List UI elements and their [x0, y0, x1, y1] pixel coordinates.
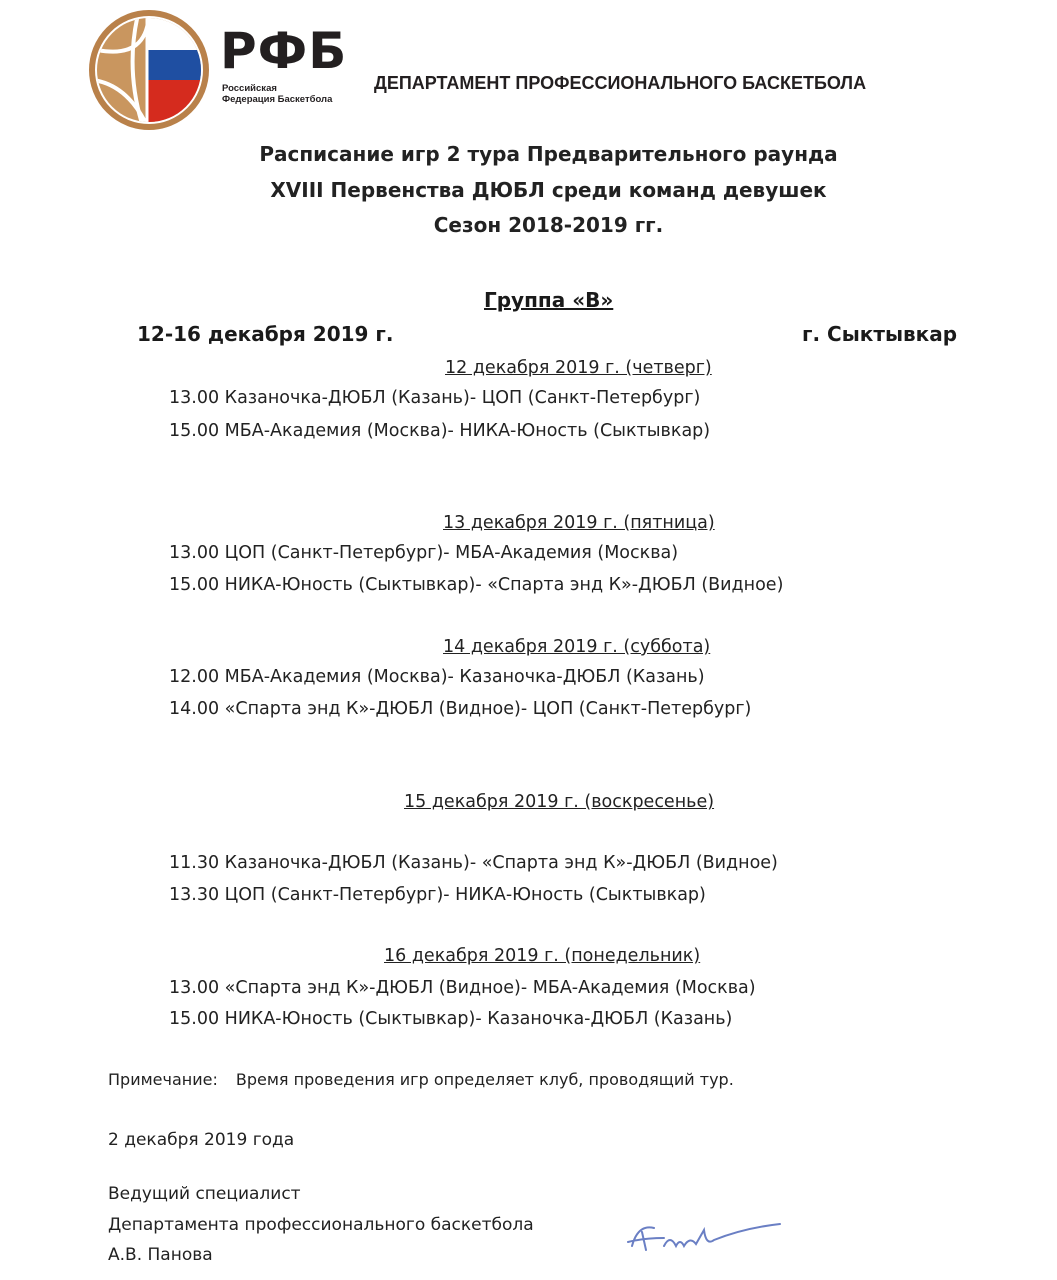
- city-name: г. Сыктывкар: [802, 322, 958, 346]
- doc-title-line3: Сезон 2018-2019 гг.: [433, 213, 664, 237]
- rfb-logo: [89, 10, 209, 130]
- day-heading: 16 декабря 2019 г. (понедельник): [384, 946, 701, 966]
- day-heading: 13 декабря 2019 г. (пятница): [443, 513, 715, 533]
- signatory-name: А.В. Панова: [108, 1245, 213, 1265]
- day-heading: 15 декабря 2019 г. (воскресенье): [404, 792, 715, 812]
- signatory-position: Ведущий специалист: [108, 1184, 301, 1204]
- game-row: 15.00 НИКА-Юность (Сыктывкар)- Казаночка-ДЮБЛ (Казань): [169, 1009, 733, 1029]
- game-row: 11.30 Казаночка-ДЮБЛ (Казань)- «Спарта энд К»-ДЮБЛ (Видное): [169, 853, 778, 873]
- department-title: ДЕПАРТАМЕНТ ПРОФЕССИОНАЛЬНОГО БАСКЕТБОЛА: [374, 73, 867, 93]
- brand-logotype: РФБ: [220, 22, 348, 80]
- document-date: 2 декабря 2019 года: [108, 1130, 295, 1150]
- note-label: Примечание:: [108, 1070, 218, 1089]
- group-heading: Группа «В»: [484, 288, 614, 312]
- brand-subtitle-line1: Российская: [222, 83, 277, 94]
- brand-subtitle: [222, 83, 332, 105]
- game-row: 13.00 ЦОП (Санкт-Петербург)- МБА-Академия (Москва): [169, 543, 679, 563]
- game-row: 13.30 ЦОП (Санкт-Петербург)- НИКА-Юность (Сыктывкар): [169, 885, 706, 905]
- handwritten-signature: [624, 1216, 784, 1260]
- brand-subtitle-line2: Федерация Баскетбола: [222, 94, 333, 105]
- note-text: Время проведения игр определяет клуб, проводящий тур.: [235, 1070, 734, 1089]
- game-row: 12.00 МБА-Академия (Москва)- Казаночка-ДЮБЛ (Казань): [169, 667, 705, 687]
- game-row: 13.00 «Спарта энд К»-ДЮБЛ (Видное)- МБА-Академия (Москва): [169, 978, 756, 998]
- signatory-department: Департамента профессионального баскетбола: [108, 1215, 534, 1235]
- doc-title-line2: XVIII Первенства ДЮБЛ среди команд девушек: [270, 178, 827, 202]
- period-dates: 12-16 декабря 2019 г.: [137, 322, 394, 346]
- game-row: 15.00 МБА-Академия (Москва)- НИКА-Юность (Сыктывкар): [169, 421, 711, 441]
- game-row: 14.00 «Спарта энд К»-ДЮБЛ (Видное)- ЦОП (Санкт-Петербург): [169, 699, 752, 719]
- game-row: 13.00 Казаночка-ДЮБЛ (Казань)- ЦОП (Санкт-Петербург): [169, 388, 701, 408]
- day-heading: 12 декабря 2019 г. (четверг): [445, 358, 712, 378]
- note: [108, 1070, 734, 1089]
- game-row: 15.00 НИКА-Юность (Сыктывкар)- «Спарта энд К»-ДЮБЛ (Видное): [169, 575, 784, 595]
- doc-title-line1: Расписание игр 2 тура Предварительного раунда: [259, 142, 838, 166]
- day-heading: 14 декабря 2019 г. (суббота): [443, 637, 711, 657]
